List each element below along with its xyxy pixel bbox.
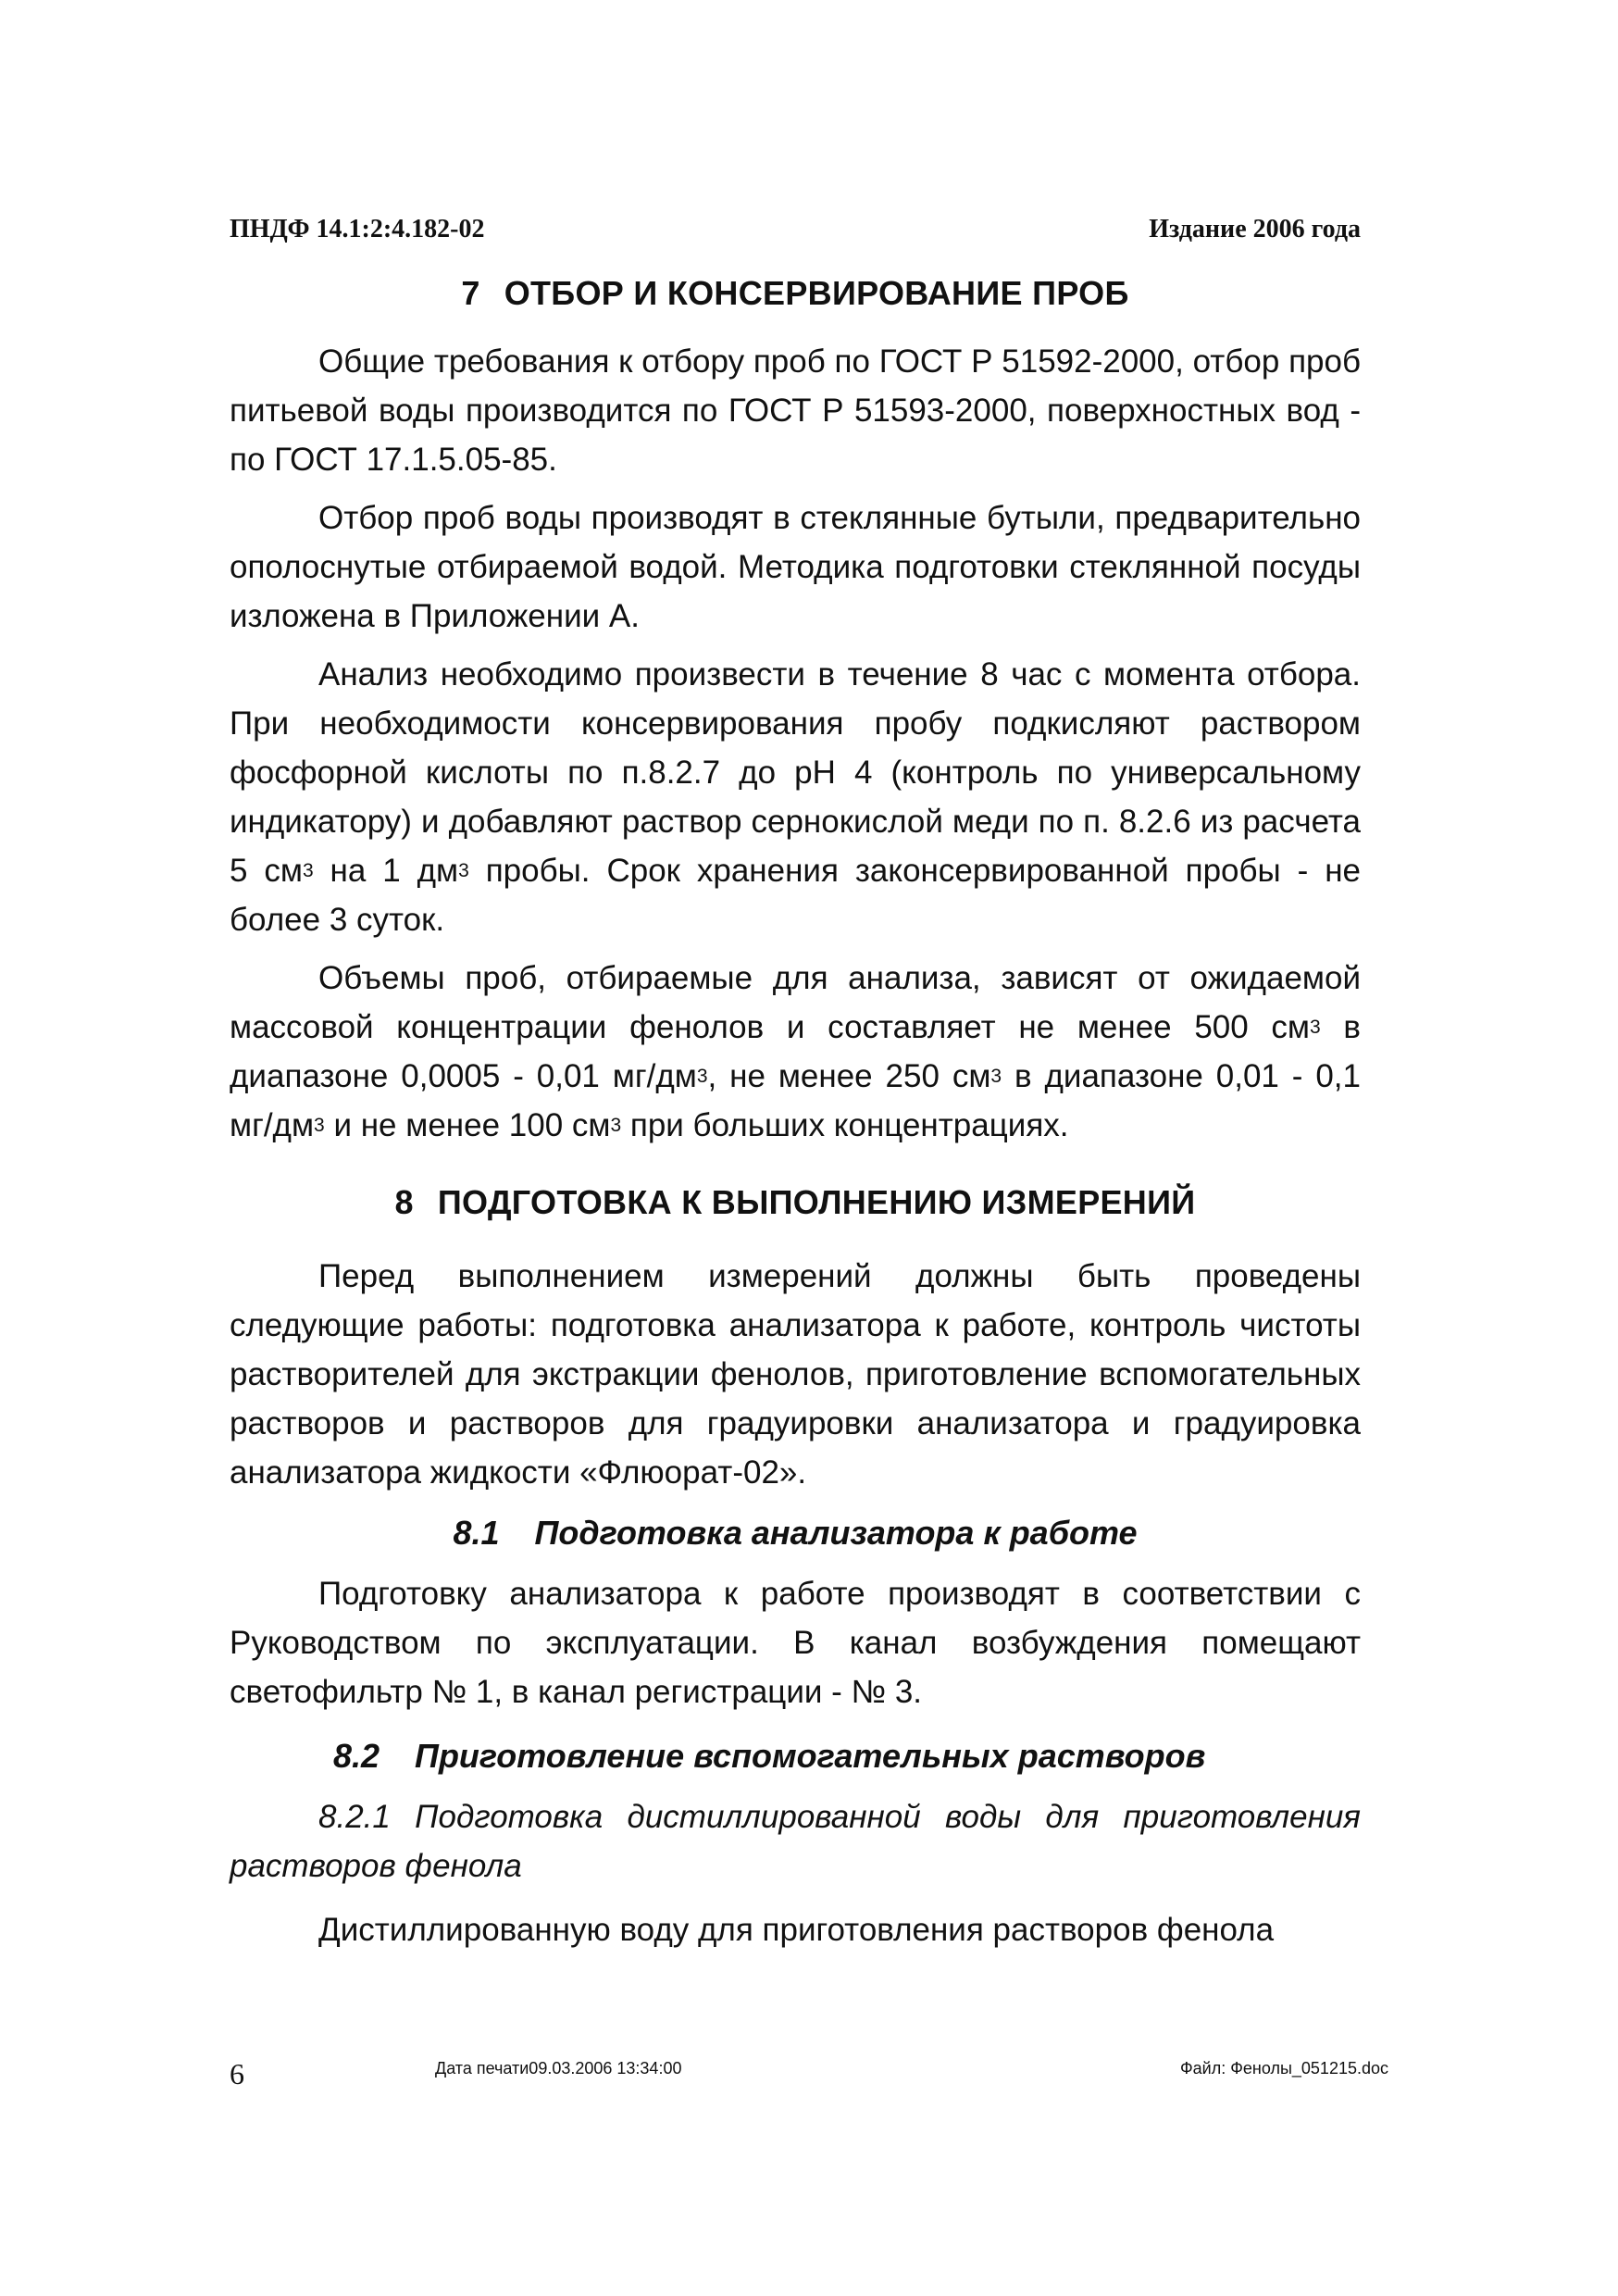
- section-7-title: ОТБОР И КОНСЕРВИРОВАНИЕ ПРОБ: [504, 274, 1129, 312]
- section-8-1-number: 8.1: [453, 1514, 500, 1552]
- section-7-paragraph-3: [230, 650, 1361, 944]
- section-8-1-heading: [230, 1510, 1361, 1556]
- text-run: на 1 дм: [313, 853, 459, 889]
- page-content: [230, 270, 1387, 1954]
- superscript: 3: [1310, 1016, 1321, 1038]
- section-7-number: 7: [461, 274, 480, 312]
- section-8-title: ПОДГОТОВКА К ВЫПОЛНЕНИЮ ИЗМЕРЕНИЙ: [437, 1183, 1196, 1221]
- section-8-2-heading: [230, 1733, 1361, 1779]
- text-run: Анализ необходимо произвести в течение 8 час с момента отбора. При необходимости консервирования пробу подкисляют раствором фосфорной кислоты по п.8.2.7 до pH 4 (контроль по универсальному индикатору) и добавляют раствор сернокислой меди по п. 8.2.6 из расчета 5 см: [230, 656, 1361, 889]
- section-7-paragraph-4: [230, 954, 1361, 1150]
- section-8-2-1-paragraph-1: Дистиллированную воду для приготовления растворов фенола: [318, 1912, 1275, 1948]
- running-header: [230, 215, 1361, 252]
- section-8-paragraph-1: Перед выполнением измерений должны быть проведены следующие работы: подготовка анализатора к работе, контроль чистоты растворителей для экстракции фенолов, приготовление вспомогательных растворов и растворов для градуировки анализатора и градуировка анализатора жидкости «Флюорат-02».: [230, 1258, 1361, 1491]
- page-number: 6: [230, 2057, 244, 2090]
- section-8-1-paragraph-1: Подготовку анализатора к работе производят в соответствии с Руководством по эксплуатации. В канал возбуждения помещают светофильтр № 1, в канал регистрации - № 3.: [230, 1576, 1361, 1710]
- superscript: 3: [610, 1114, 622, 1136]
- text-run: в диапазоне 0,0005 - 0,01 мг/дм: [230, 1009, 1361, 1094]
- text-run: при больших концентрациях.: [621, 1107, 1069, 1143]
- section-7-paragraph-2: Отбор проб воды производят в стеклянные бутыли, предварительно ополоснутые отбираемой водой. Методика подготовки стеклянной посуды изложена в Приложении А.: [230, 500, 1361, 634]
- superscript: 3: [696, 1065, 708, 1087]
- page-footer: [230, 2050, 1388, 2090]
- file-name: Файл: Фенолы_051215.doc: [1179, 2059, 1388, 2078]
- edition-label: Издание 2006 года: [1149, 215, 1361, 243]
- superscript: 3: [458, 859, 469, 881]
- section-7-paragraph-1: Общие требования к отбору проб по ГОСТ Р 51592-2000, отбор проб питьевой воды производится по ГОСТ Р 51593-2000, поверхностных вод - по ГОСТ 17.1.5.05-85.: [230, 343, 1361, 478]
- section-8-heading: [230, 1179, 1361, 1226]
- text-run: и не менее 100 см: [324, 1107, 611, 1143]
- superscript: 3: [302, 859, 314, 881]
- document-code: ПНДФ 14.1:2:4.182-02: [230, 215, 485, 243]
- section-7-heading: [230, 270, 1361, 317]
- section-8-number: 8: [394, 1183, 414, 1221]
- section-8-2-1-heading: 8.2.1 Подготовка дистиллированной воды для приготовления растворов фенола: [230, 1799, 1361, 1884]
- superscript: 3: [990, 1065, 1002, 1087]
- superscript: 3: [314, 1114, 325, 1136]
- print-date: Дата печати09.03.2006 13:34:00: [435, 2059, 682, 2078]
- text-run: пробы. Срок хранения законсервированной пробы - не более 3 суток.: [230, 853, 1361, 938]
- section-8-2-title: Приготовление вспомогательных растворов: [415, 1737, 1206, 1775]
- text-run: , не менее 250 см: [707, 1058, 991, 1094]
- section-8-1-title: Подготовка анализатора к работе: [534, 1514, 1138, 1552]
- text-run: в диапазоне 0,01 - 0,1 мг/дм: [230, 1058, 1361, 1143]
- text-run: Объемы проб, отбираемые для анализа, зависят от ожидаемой массовой концентрации фенолов и составляет не менее 500 см: [230, 960, 1361, 1045]
- section-8-2-number: 8.2: [333, 1737, 380, 1775]
